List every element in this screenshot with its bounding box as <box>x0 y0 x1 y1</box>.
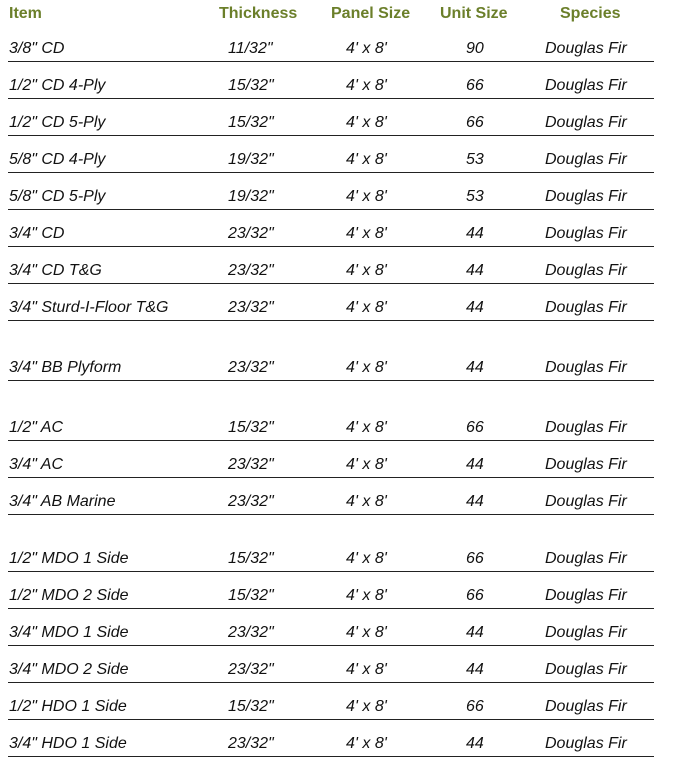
header-thickness: Thickness <box>219 5 298 22</box>
cell-thickness: 15/32" <box>228 77 274 94</box>
cell-item: 3/4" MDO 2 Side <box>9 661 129 678</box>
cell-unit-size: 44 <box>466 262 484 279</box>
cell-item: 3/4" AB Marine <box>9 493 116 510</box>
cell-item: 1/2" CD 5-Ply <box>9 114 106 131</box>
cell-unit-size: 44 <box>466 661 484 678</box>
cell-item: 1/2" CD 4-Ply <box>9 77 106 94</box>
cell-unit-size: 66 <box>466 698 484 715</box>
cell-species: Douglas Fir <box>545 624 627 641</box>
cell-panel-size: 4' x 8' <box>346 77 387 94</box>
row-divider <box>8 98 654 99</box>
row-divider <box>8 283 654 284</box>
cell-unit-size: 44 <box>466 456 484 473</box>
cell-item: 3/4" CD <box>9 225 65 242</box>
cell-species: Douglas Fir <box>545 661 627 678</box>
cell-panel-size: 4' x 8' <box>346 661 387 678</box>
cell-panel-size: 4' x 8' <box>346 456 387 473</box>
row-divider <box>8 645 654 646</box>
cell-unit-size: 66 <box>466 77 484 94</box>
cell-thickness: 23/32" <box>228 359 274 376</box>
cell-species: Douglas Fir <box>545 225 627 242</box>
cell-unit-size: 44 <box>466 493 484 510</box>
cell-item: 1/2" AC <box>9 419 63 436</box>
cell-thickness: 15/32" <box>228 698 274 715</box>
cell-species: Douglas Fir <box>545 698 627 715</box>
row-divider <box>8 320 654 321</box>
cell-species: Douglas Fir <box>545 299 627 316</box>
cell-panel-size: 4' x 8' <box>346 114 387 131</box>
row-divider <box>8 246 654 247</box>
cell-unit-size: 44 <box>466 225 484 242</box>
cell-panel-size: 4' x 8' <box>346 698 387 715</box>
cell-thickness: 19/32" <box>228 188 274 205</box>
cell-species: Douglas Fir <box>545 114 627 131</box>
cell-unit-size: 53 <box>466 151 484 168</box>
cell-item: 3/4" MDO 1 Side <box>9 624 129 641</box>
cell-unit-size: 44 <box>466 359 484 376</box>
cell-panel-size: 4' x 8' <box>346 735 387 752</box>
cell-panel-size: 4' x 8' <box>346 359 387 376</box>
row-divider <box>8 209 654 210</box>
cell-item: 3/8" CD <box>9 40 65 57</box>
cell-species: Douglas Fir <box>545 262 627 279</box>
row-divider <box>8 61 654 62</box>
cell-unit-size: 66 <box>466 419 484 436</box>
cell-species: Douglas Fir <box>545 188 627 205</box>
cell-panel-size: 4' x 8' <box>346 493 387 510</box>
cell-item: 3/4" AC <box>9 456 63 473</box>
cell-thickness: 23/32" <box>228 624 274 641</box>
cell-item: 3/4" CD T&G <box>9 262 102 279</box>
cell-unit-size: 44 <box>466 735 484 752</box>
row-divider <box>8 440 654 441</box>
cell-unit-size: 90 <box>466 40 484 57</box>
cell-species: Douglas Fir <box>545 151 627 168</box>
cell-species: Douglas Fir <box>545 419 627 436</box>
cell-item: 3/4" BB Plyform <box>9 359 122 376</box>
header-item: Item <box>9 5 42 22</box>
cell-species: Douglas Fir <box>545 587 627 604</box>
cell-item: 1/2" HDO 1 Side <box>9 698 127 715</box>
cell-item: 5/8" CD 4-Ply <box>9 151 106 168</box>
table-header <box>0 0 674 30</box>
cell-thickness: 19/32" <box>228 151 274 168</box>
row-divider <box>8 135 654 136</box>
cell-unit-size: 44 <box>466 624 484 641</box>
cell-thickness: 23/32" <box>228 661 274 678</box>
cell-thickness: 15/32" <box>228 419 274 436</box>
row-divider <box>8 172 654 173</box>
cell-item: 1/2" MDO 2 Side <box>9 587 129 604</box>
cell-thickness: 23/32" <box>228 225 274 242</box>
cell-unit-size: 44 <box>466 299 484 316</box>
cell-item: 3/4" HDO 1 Side <box>9 735 127 752</box>
cell-unit-size: 66 <box>466 587 484 604</box>
cell-thickness: 23/32" <box>228 299 274 316</box>
header-unit-size: Unit Size <box>440 5 508 22</box>
cell-thickness: 15/32" <box>228 550 274 567</box>
row-divider <box>8 477 654 478</box>
cell-thickness: 15/32" <box>228 114 274 131</box>
row-divider <box>8 719 654 720</box>
cell-panel-size: 4' x 8' <box>346 151 387 168</box>
cell-thickness: 23/32" <box>228 456 274 473</box>
cell-item: 3/4" Sturd-I-Floor T&G <box>9 299 169 316</box>
cell-thickness: 23/32" <box>228 735 274 752</box>
cell-panel-size: 4' x 8' <box>346 299 387 316</box>
row-divider <box>8 756 654 757</box>
cell-unit-size: 66 <box>466 550 484 567</box>
cell-species: Douglas Fir <box>545 456 627 473</box>
cell-panel-size: 4' x 8' <box>346 40 387 57</box>
cell-species: Douglas Fir <box>545 77 627 94</box>
cell-unit-size: 53 <box>466 188 484 205</box>
row-divider <box>8 514 654 515</box>
cell-panel-size: 4' x 8' <box>346 225 387 242</box>
cell-panel-size: 4' x 8' <box>346 262 387 279</box>
row-divider <box>8 608 654 609</box>
cell-panel-size: 4' x 8' <box>346 587 387 604</box>
row-divider <box>8 571 654 572</box>
cell-thickness: 11/32" <box>228 40 273 57</box>
cell-item: 1/2" MDO 1 Side <box>9 550 129 567</box>
cell-thickness: 23/32" <box>228 493 274 510</box>
cell-panel-size: 4' x 8' <box>346 624 387 641</box>
cell-species: Douglas Fir <box>545 359 627 376</box>
cell-thickness: 23/32" <box>228 262 274 279</box>
cell-panel-size: 4' x 8' <box>346 419 387 436</box>
cell-item: 5/8" CD 5-Ply <box>9 188 106 205</box>
cell-panel-size: 4' x 8' <box>346 550 387 567</box>
cell-species: Douglas Fir <box>545 40 627 57</box>
cell-unit-size: 66 <box>466 114 484 131</box>
cell-species: Douglas Fir <box>545 493 627 510</box>
cell-species: Douglas Fir <box>545 550 627 567</box>
row-divider <box>8 682 654 683</box>
cell-species: Douglas Fir <box>545 735 627 752</box>
row-divider <box>8 380 654 381</box>
cell-thickness: 15/32" <box>228 587 274 604</box>
cell-panel-size: 4' x 8' <box>346 188 387 205</box>
header-panel-size: Panel Size <box>331 5 411 22</box>
header-species: Species <box>560 5 621 22</box>
